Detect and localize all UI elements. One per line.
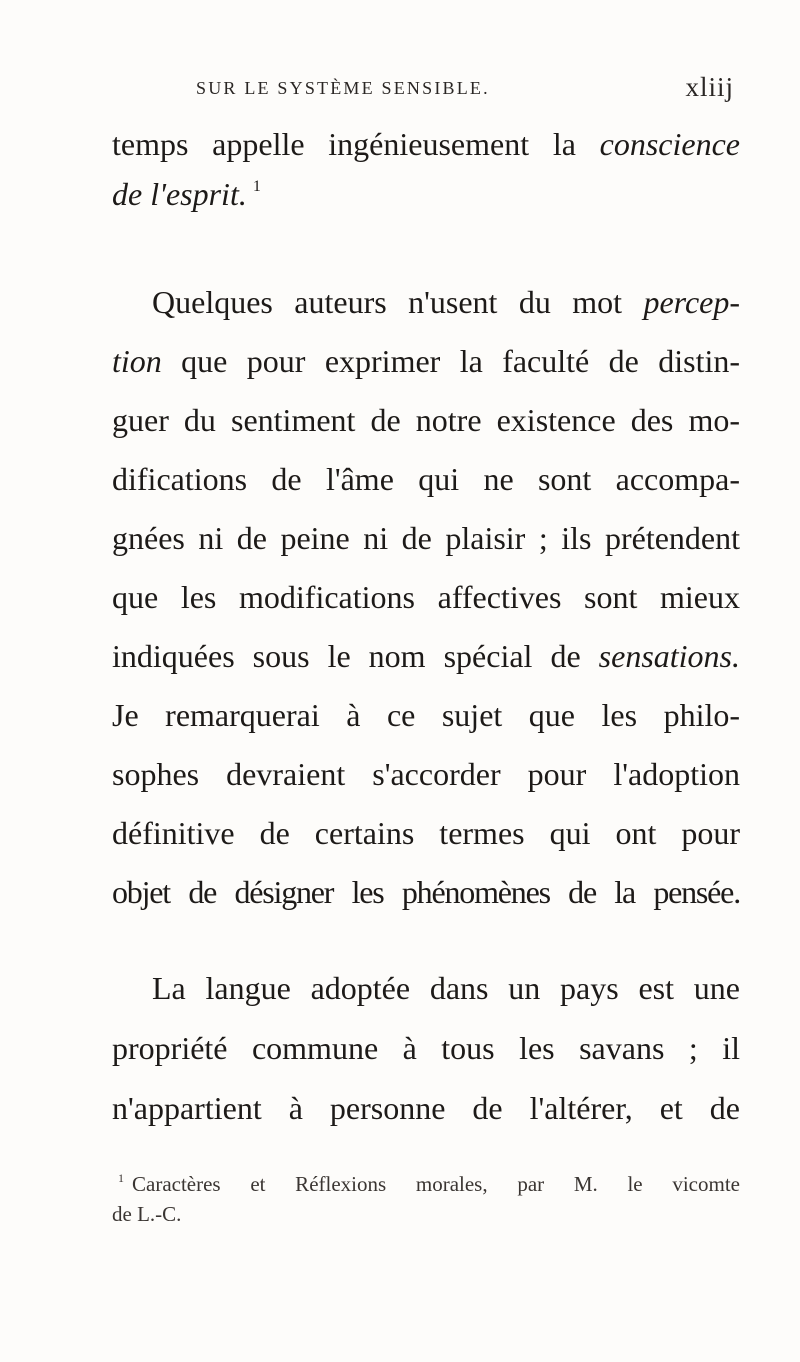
text-line: temps appelle ingénieusement la conscience <box>112 126 740 162</box>
text-line: propriété commune à tous les savans ; il <box>112 1030 740 1066</box>
text-line: objet de désigner les phénomènes de la pensée. <box>112 874 740 910</box>
footnote-reference: 1 <box>252 178 261 195</box>
page-number: xliij <box>685 72 734 102</box>
text-line: difications de l'âme qui ne sont accompa- <box>112 461 740 497</box>
italic-term: percep- <box>643 284 740 320</box>
text-line: Je remarquerai à ce sujet que les philo- <box>112 697 740 733</box>
text-line: gnées ni de peine ni de plaisir ; ils prétendent <box>112 520 740 556</box>
text-line: tion que pour exprimer la faculté de distin- <box>112 343 740 379</box>
footnote-line: $^1$ Caractères et Réflexions morales, par M. le vicomte <box>118 1171 740 1196</box>
footnote-marker: 1 <box>118 1171 124 1185</box>
text-line: guer du sentiment de notre existence des mo- <box>112 402 740 438</box>
text-line: sophes devraient s'accorder pour l'adoption <box>112 756 740 792</box>
italic-term: tion <box>112 343 162 379</box>
italic-term: de l'esprit. <box>112 176 247 212</box>
text-line: Quelques auteurs n'usent du mot percep- <box>152 284 740 320</box>
running-head <box>196 72 734 108</box>
text-line: La langue adoptée dans un pays est une <box>152 970 740 1006</box>
text-line: définitive de certains termes qui ont pour <box>112 815 740 851</box>
italic-term: sensations. <box>598 638 740 674</box>
text-line <box>112 174 740 214</box>
text-line: indiquées sous le nom spécial de sensations. <box>112 638 740 674</box>
text-line: n'appartient à personne de l'altérer, et de <box>112 1090 740 1126</box>
running-title: SUR LE SYSTÈME SENSIBLE. <box>196 78 490 98</box>
footnote-line: de L.-C. <box>112 1202 182 1226</box>
text-line: que les modifications affectives sont mieux <box>112 579 740 615</box>
italic-term: conscience <box>599 126 740 162</box>
